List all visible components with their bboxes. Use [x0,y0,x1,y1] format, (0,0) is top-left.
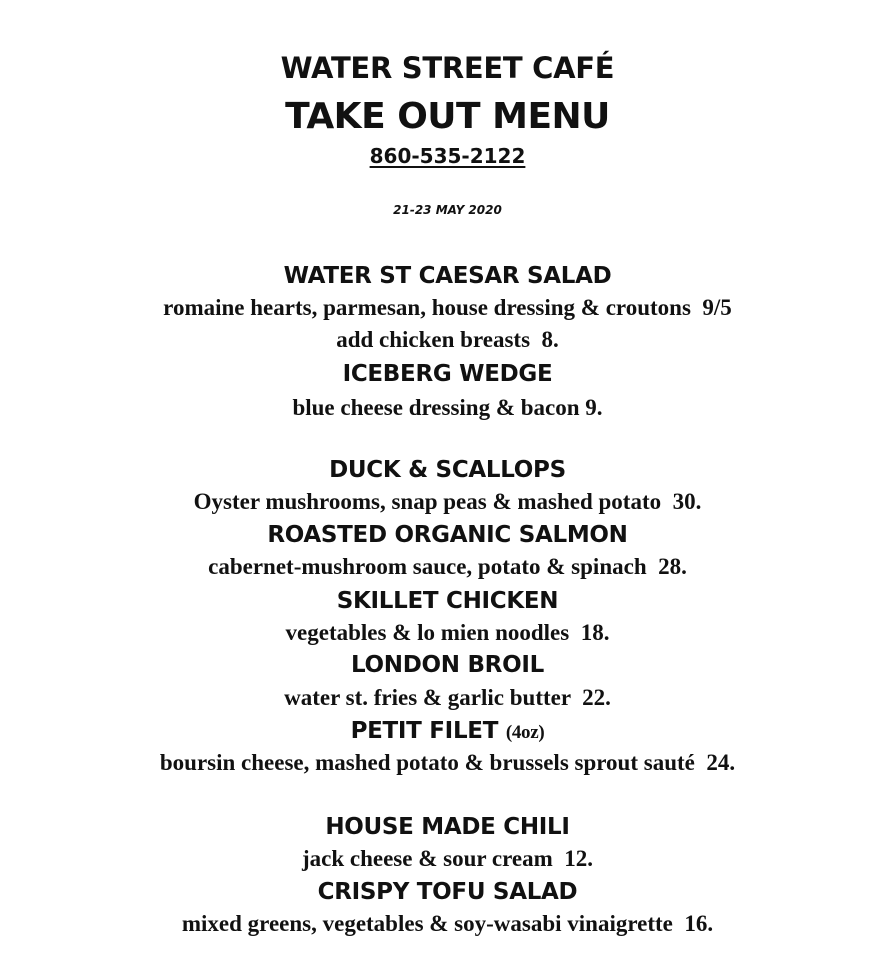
item-desc-roasted-salmon: cabernet-mushroom sauce, potato & spinach 28. [208,554,687,579]
item-name-iceberg-wedge: ICEBERG WEDGE [342,361,553,387]
item-desc-london-broil: water st. fries & garlic butter 22. [284,685,611,710]
menu-date: 21-23 MAY 2020 [393,203,502,217]
menu-title: TAKE OUT MENU [285,96,610,137]
item-name-skillet-chicken: SKILLET CHICKEN [336,588,559,614]
item-desc-iceberg-wedge: blue cheese dressing & bacon 9. [292,395,603,420]
item-name-petit-filet-label: PETIT FILET [350,718,499,744]
item-name-duck-scallops: DUCK & SCALLOPS [329,457,566,483]
item-name-london-broil: LONDON BROIL [351,652,544,678]
item-desc-caesar-salad: romaine hearts, parmesan, house dressing & croutons 9/5 [163,295,732,320]
item-addon-chicken: add chicken breasts 8. [336,327,559,352]
phone-number: 860-535-2122 [369,144,526,168]
item-portion-note: (4oz) [505,722,545,743]
item-desc-house-chili: jack cheese & sour cream 12. [301,846,594,871]
item-name-roasted-salmon: ROASTED ORGANIC SALMON [267,522,628,548]
item-desc-skillet-chicken: vegetables & lo mien noodles 18. [285,620,610,645]
item-name-crispy-tofu-salad: CRISPY TOFU SALAD [317,879,578,905]
item-desc-petit-filet: boursin cheese, mashed potato & brussels sprout sauté 24. [159,750,736,775]
cafe-name: WATER STREET CAFÉ [280,51,615,85]
item-name-petit-filet [0,715,895,749]
item-desc-crispy-tofu-salad: mixed greens, vegetables & soy-wasabi vinaigrette 16. [181,911,714,936]
item-desc-duck-scallops: Oyster mushrooms, snap peas & mashed potato 30. [193,489,702,514]
item-name-house-chili: HOUSE MADE CHILI [325,814,570,840]
item-name-caesar-salad: WATER ST CAESAR SALAD [283,263,612,289]
